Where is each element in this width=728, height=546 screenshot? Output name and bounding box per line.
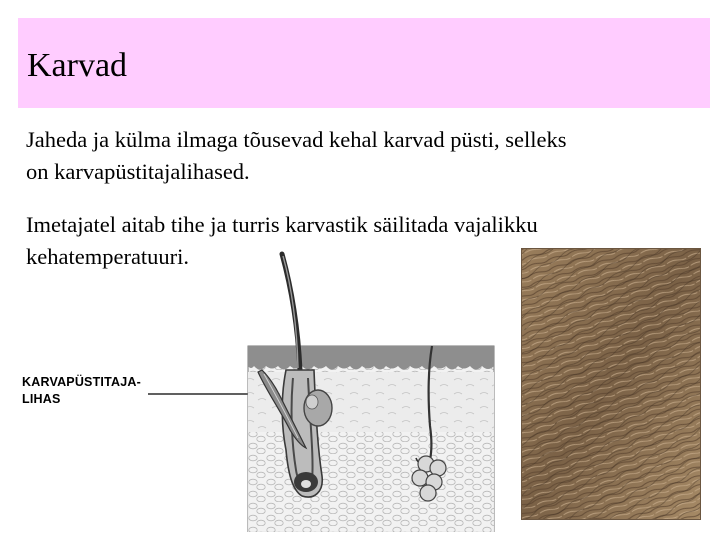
slide-title: Karvad [27,47,128,84]
diagram-label-arrector-pili [22,374,141,408]
label-line: KARVAPÜSTITAJA- [22,375,141,389]
label-line: LIHAS [22,392,61,406]
paragraph-line: Jaheda ja külma ilmaga tõusevad kehal karvad püsti, selleks [26,127,567,152]
sebaceous-gland [304,390,332,426]
skin-cross-section-diagram [140,250,500,532]
fur-texture-photo [521,248,701,520]
paragraph-line: on karvapüstitajalihased. [26,159,250,184]
title-bar [18,18,710,108]
paragraph-line: Imetajatel aitab tihe ja turris karvastik säilitada vajalikku [26,212,538,237]
paragraph-cold-weather [26,124,566,188]
epidermis-layer [248,346,494,370]
paragraph-line: kehatemperatuuri. [26,244,190,269]
